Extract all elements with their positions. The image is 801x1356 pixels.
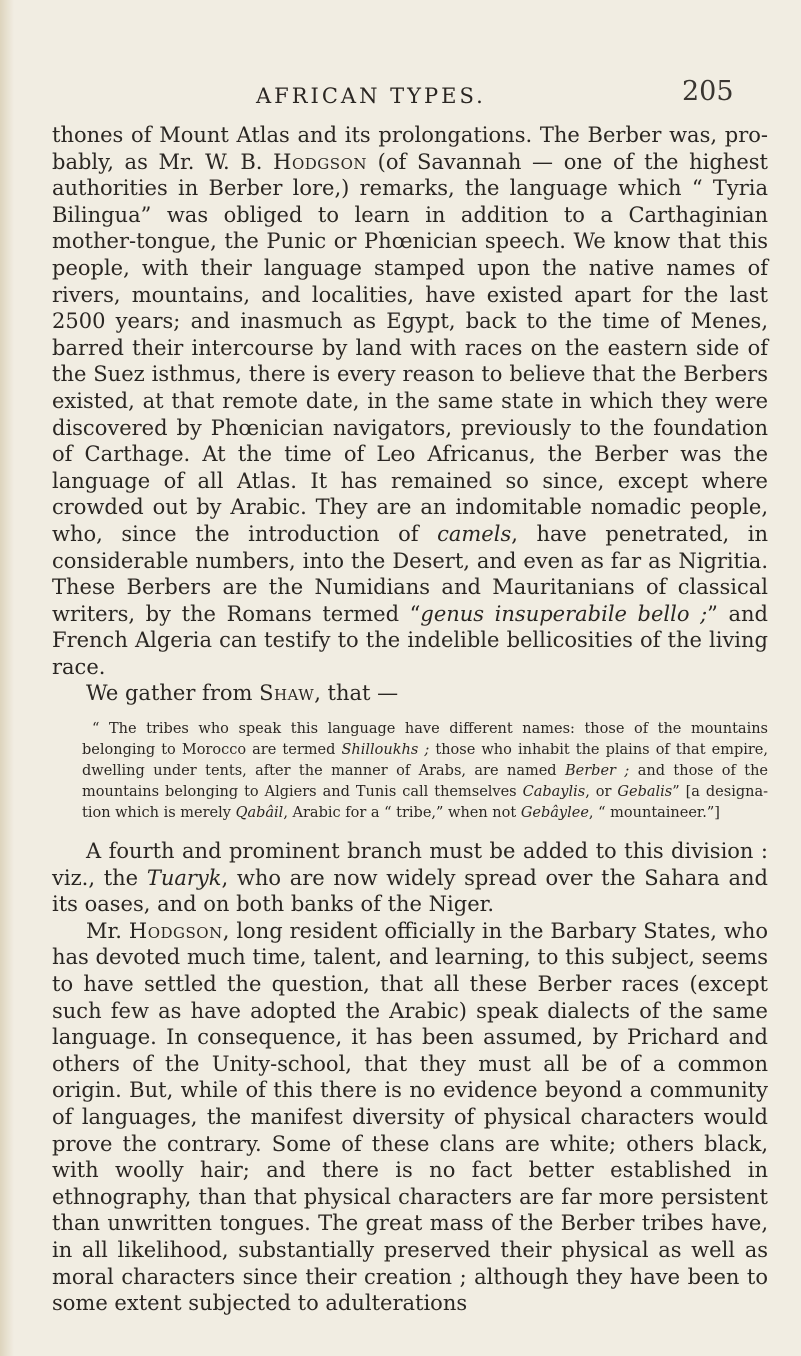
italic-term: camels (437, 521, 512, 546)
latin-phrase: genus insuperabile bello ; (420, 601, 708, 626)
italic-term: Cabaylis (522, 784, 586, 801)
paragraph-4 (52, 918, 768, 1317)
text-run: Mr. (86, 918, 129, 943)
text-run: “ The tribes who speak this language have different names: those of the mountains belonging to Morocco are termed (82, 721, 768, 759)
text-run: ” [a designation which is merely (82, 784, 769, 822)
text-run: , who are now widely spread over the Sahara and its oases, and on both banks of the Niger. (52, 865, 768, 917)
running-head: AFRICAN TYPES. (256, 84, 486, 108)
italic-term: Gebalis (617, 784, 673, 801)
paragraph-3 (52, 838, 768, 918)
author-name: Hodgson (273, 149, 367, 174)
text-run: , have penetrated, in considerable numbers, into the Desert, and even as far as Nigritia. These Berbers are the Numidians and Mauritanians of classical writers, by the Romans termed “ (52, 521, 769, 626)
paragraph-2 (52, 680, 768, 707)
page-number: 205 (682, 76, 734, 107)
text-run: and those of the mountains belonging to Algiers and Tunis call themselves (82, 763, 769, 801)
text-run: A fourth and prominent branch must be added to this division : viz., the (52, 839, 768, 890)
text-run: ” and French Algeria can testify to the indelible bellicosities of the living race. (52, 601, 768, 679)
author-name: Shaw (259, 681, 315, 706)
author-name: Hodgson (128, 918, 223, 943)
text-run: We gather from (86, 681, 260, 706)
italic-term: Berber ; (565, 763, 630, 780)
text-run: , long resident officially in the Barbary States, who has devoted much time, talent, and learning, to this subject, seems to have settled the question, that all these Berber races (except such few as have adopted the Arabic) speak dialects of the same language. In consequence, it has been assumed, by Prichard and others of the Unity-school, that they must all be of a common origin. But, while of this there is no evidence beyond a community of languages, the manifest diversity of physical characters would prove the contrary. Some of these clans are white; others black, with woolly hair; and there is no fact better established in ethnography, than that physical characters are far more persistent than unwritten tongues. The great mass of the Berber tribes have, in all likelihood, substantially preserved their physical as well as moral characters since their creation ; although they have been to some extent subjected to adulterations (52, 918, 768, 1316)
block-quote (52, 719, 768, 824)
text-run: those who inhabit the plains of that empire, dwelling under tents, after the manner of Arabs, are named (82, 742, 768, 780)
page-edge-shadow (0, 0, 14, 1356)
italic-term: Tuaryk (146, 865, 222, 890)
italic-term: Qabâil (235, 805, 284, 822)
text-run: (of Savannah — one of the highest authorities in Berber lore,) remarks, the language which “ Tyria Bilingua” was obliged to learn in addition to a Carthaginian mother-tongue, the Punic or Phœnician speech. We know that this people, with their language stamped upon the native names of rivers, mountains, and localities, have existed apart for the last 2500 years; and inasmuch as Egypt, back to the time of Menes, barred their intercourse by land with races on the eastern side of the Suez isthmus, there is every reason to believe that the Berbers existed, at that remote date, in the same state in which they were discovered by Phœnician navigators, previously to the foundation of Carthage. At the time of Leo Africanus, the Berber was the language of all Atlas. It has remained so since, except where crowded out by Arabic. They are an indomitable nomadic people, who, since the introduction of (52, 149, 768, 546)
italic-term: Gebâylee (520, 805, 589, 822)
text-run: , “ mountaineer.”] (588, 805, 720, 822)
text-run: thones of Mount Atlas and its prolongations. The Berber was, probably, as Mr. W. B. (52, 123, 768, 174)
text-run: , that — (314, 681, 399, 706)
quote-text (82, 719, 768, 824)
page-header (0, 76, 801, 116)
text-run: , Arabic for a “ tribe,” when not (283, 805, 521, 822)
italic-term: Shilloukhs ; (341, 742, 430, 759)
text-run: , or (585, 784, 618, 801)
paragraph-1 (52, 122, 768, 680)
body-text (52, 122, 768, 1317)
